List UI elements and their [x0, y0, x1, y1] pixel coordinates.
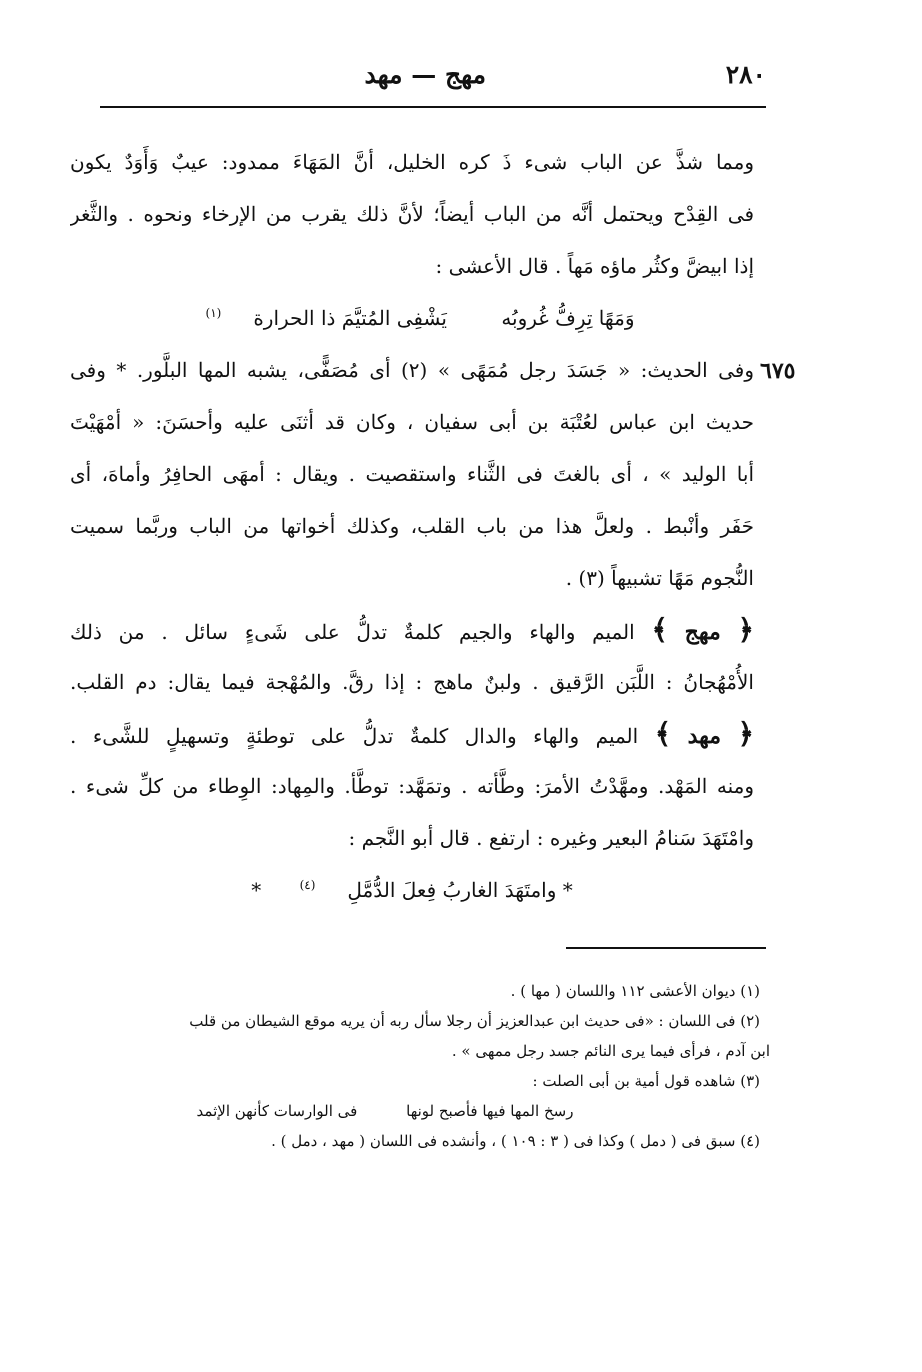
verse-text: * وامتَهَدَ الغاربُ فِعلَ الدُّمَّلِ: [347, 878, 573, 902]
footnote-rule: [566, 947, 766, 949]
text-line: وفى الحديث: « جَسَدَ رجل مُمَهًى » (٢) أى مُصَفًّى، يشبه المها البلَّور. * وفى: [70, 358, 754, 382]
entry-text: الميم والهاء والجيم كلمةٌ تدلُّ على شَىءٍ سائل . من ذلك: [70, 620, 635, 644]
text-line: الأُمْهُجانُ : اللَّبَن الرَّقيق . ولبنٌ ماهج : إذا رقَّ. والمُهْجة فيما يقال: دم القلب.: [70, 670, 754, 694]
verse-line: [70, 292, 754, 344]
entry-text: الميم والهاء والدال كلمةٌ تدلُّ على توطئةٍ وتسهيلٍ للشَّىء .: [70, 724, 639, 748]
entry-headword: مهد: [687, 723, 722, 749]
text-line: ومنه المَهْد. ومهَّدْتُ الأمرَ: وطَّأته . وتمَهَّد: توطَّأ. والمِهاد: الوِطاء من كلِّ شىء .: [70, 774, 754, 798]
text-line: إذا ابيضَّ وكثُر ماؤه مَهاً . قال الأعشى :: [435, 254, 754, 278]
footnote: (٤) سبق فى ( دمل ) وكذا فى ( ٣ : ١٠٩ ) ، وأنشده فى اللسان ( مهد ، دمل ) .: [271, 1132, 760, 1150]
entry-mhd-first-line: [70, 708, 754, 760]
text-line: ومما شذَّ عن الباب شىء ذَ كره الخليل، أنَّ المَهَاءَ ممدود: عيبٌ وَأَوَدٌ يكون: [70, 150, 754, 174]
text-line: النُّجوم مَهًا تشبيهاً (٣) .: [565, 566, 754, 590]
footnote-verse-hemistich: فى الوارسات كأنهن الإثمد: [196, 1102, 358, 1120]
running-title: مهج — مهد: [364, 60, 486, 89]
text-line: فى القِدْح ويحتمل أنَّه من الباب أيضاً؛ لأنَّ ذلك يقرب من الإرخاء ونحوه . والثَّغر: [70, 202, 754, 226]
margin-section-number: ٦٧٥: [760, 358, 796, 384]
text-line: حَفَر وأنْبط . ولعلَّ هذا من باب القلب، وكذلك أخواتها من الباب وربَّما سميت: [70, 514, 754, 538]
text-line: أبا الوليد » ، أى بالغتَ فى الثَّناء واستقصيت . ويقال : أمهَى الحافِرُ وأماهَ، أى: [70, 462, 754, 486]
entry-mhj-first-line: [70, 604, 754, 656]
verse-hemistich-text: يَشْفِى المُتيَّمَ ذا الحرارة: [253, 306, 447, 330]
ornament-bracket-close: ﴾: [651, 613, 668, 646]
ornament-bracket-close: ﴾: [654, 717, 672, 750]
ornament-bracket-open: ﴿: [737, 717, 754, 750]
verse-hemistich: وَمَهًا تِرِفُّ غُروبُه: [501, 306, 635, 330]
footnote: (٣) شاهده قول أمية بن أبى الصلت :: [532, 1072, 760, 1090]
header-rule: [100, 106, 766, 108]
text-line: وامْتَهَدَ سَنامُ البعير وغيره : ارتفع . قال أبو النَّجم :: [348, 826, 754, 850]
entry-headword: مهج: [684, 619, 721, 645]
page-header: [100, 60, 766, 100]
ornament-bracket-open: ﴿: [737, 613, 754, 646]
page-number: ٢٨٠: [725, 60, 766, 89]
text-line: حديث ابن عباس لعُتْبَة بن أبى سفيان ، وكان قد أثنَى عليه وأحسَنَ: « أمْهَيْتَ: [70, 410, 754, 434]
footnote-verse: [60, 1096, 770, 1126]
footnote: (٢) فى اللسان : «فى حديث ابن عبدالعزيز أن رجلا سأل ربه أن يريه موقع الشيطان من قلب: [189, 1012, 760, 1030]
verse-line: * وامتَهَدَ الغاربُ فِعلَ الدُّمَّلِ(٤) *: [70, 864, 754, 916]
footnote-verse-hemistich: رسخ المها فيها فأصبح لونها: [406, 1102, 574, 1120]
verse-end-star: *: [251, 878, 262, 902]
footnote-continuation: ابن آدم ، فرأى فيما يرى النائم جسد رجل ممهى » .: [451, 1042, 770, 1060]
footnote: (١) ديوان الأعشى ١١٢ واللسان ( مها ) .: [510, 982, 760, 1000]
verse-hemistich: يَشْفِى المُتيَّمَ ذا الحرارة(١): [190, 292, 463, 344]
main-text: [70, 136, 754, 916]
footnotes: [60, 976, 770, 1156]
